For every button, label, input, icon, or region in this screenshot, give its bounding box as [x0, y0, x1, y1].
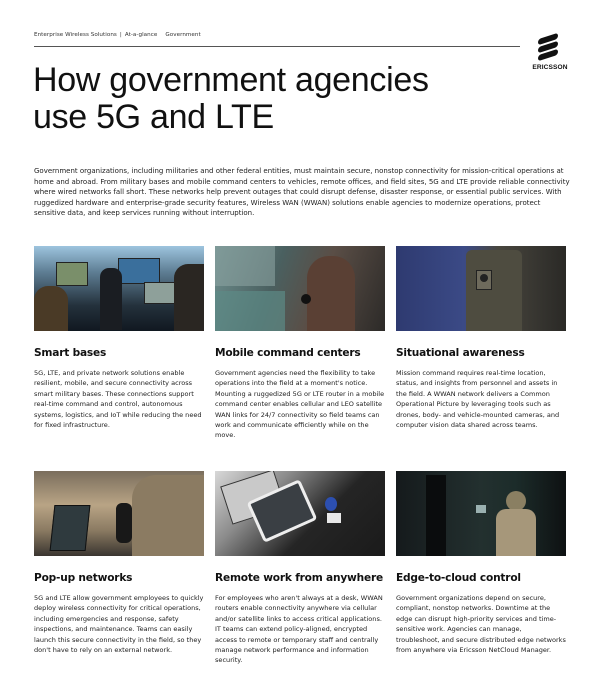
card-mobile-command-centers [215, 246, 385, 441]
card-body: Mission command requires real-time location, status, and insights from personnel and assets in the field. A WWAN network delivers a Common Operational Picture by leveraging tools such as drones, body- and vehicle-mounted cameras, and computer vision data shared across teams. [396, 369, 560, 430]
card-body: 5G, LTE, and private network solutions enable resilient, mobile, and secure connectivity across smart military bases. These connections support real-time command and control, autonomous systems, logistics, and IoT while reducing the need for fixed infrastructure. [34, 369, 202, 430]
breadcrumb-solutions: Enterprise Wireless Solutions [34, 32, 117, 38]
card-image [34, 246, 204, 331]
card-image [215, 246, 385, 331]
card-title: Edge-to-cloud control [396, 572, 521, 584]
card-body: 5G and LTE allow government employees to quickly deploy wireless connectivity for critical operations, including emergencies and response, safety inspections, and maintenance. Teams can easily launch this secure connectivity in the field, so they don't have to rely on an external network. [34, 594, 204, 655]
card-title: Smart bases [34, 347, 107, 359]
intro-paragraph: Government organizations, including militaries and other federal entities, must maintain secure, nonstop connectivity for mission-critical operations at home and abroad. From military bases and mobile command centers to vehicles, remote offices, and field sites, 5G and LTE provide reliable connectivity where wired networks fall short. These networks help prevent outages that could disrupt defense, disaster response, or essential public services. With ruggedized hardware and enterprise-grade security features, Wireless WAN (WWAN) solutions enable agencies to modernize operations, protect sensitive data, and keep services running without interruption. [34, 167, 570, 218]
card-image [34, 471, 204, 556]
card-remote-work [215, 471, 385, 666]
ericsson-logo [527, 34, 573, 72]
title-line-1: How government agencies [33, 61, 429, 99]
card-body: Government agencies need the flexibility to take operations into the field at a moment's notice. Mounting a ruggedized 5G or LTE router in a mobile command center enables cellular and LEO satellite WAN links for 24/7 connectivity so field teams can work and communicate efficiently while on the move. [215, 369, 385, 440]
card-title: Remote work from anywhere [215, 572, 383, 584]
page-header [34, 31, 520, 47]
ericsson-mark-icon [538, 34, 558, 60]
breadcrumb-government: Government [165, 32, 201, 38]
card-title: Mobile command centers [215, 347, 361, 359]
breadcrumb-at-a-glance: At-a-glance [124, 32, 158, 38]
card-image [215, 471, 385, 556]
card-edge-to-cloud [396, 471, 566, 655]
page-title [33, 62, 429, 136]
logo-wordmark: ERICSSON [532, 64, 568, 71]
breadcrumb-separator: | [119, 32, 122, 38]
card-smart-bases [34, 246, 204, 430]
card-body: Government organizations depend on secure, compliant, nonstop networks. Downtime at the edge can disrupt high-priority services and time-sensitive work. Agencies can manage, troubleshoot, and secure distributed edge networks from anywhere via Ericsson NetCloud Manager. [396, 594, 566, 655]
card-pop-up-networks [34, 471, 204, 655]
card-situational-awareness [396, 246, 566, 430]
card-image [396, 471, 566, 556]
card-title: Situational awareness [396, 347, 525, 359]
breadcrumb [34, 31, 520, 39]
title-line-2: use 5G and LTE [33, 98, 274, 136]
card-title: Pop-up networks [34, 572, 133, 584]
card-image [396, 246, 566, 331]
card-body: For employees who aren't always at a desk, WWAN routers enable connectivity anywhere via cellular and/or satellite links to access critical applications. IT teams can extend policy-aligned, encrypted access to remote or temporary staff and centrally manage network performance and information security. [215, 594, 383, 665]
